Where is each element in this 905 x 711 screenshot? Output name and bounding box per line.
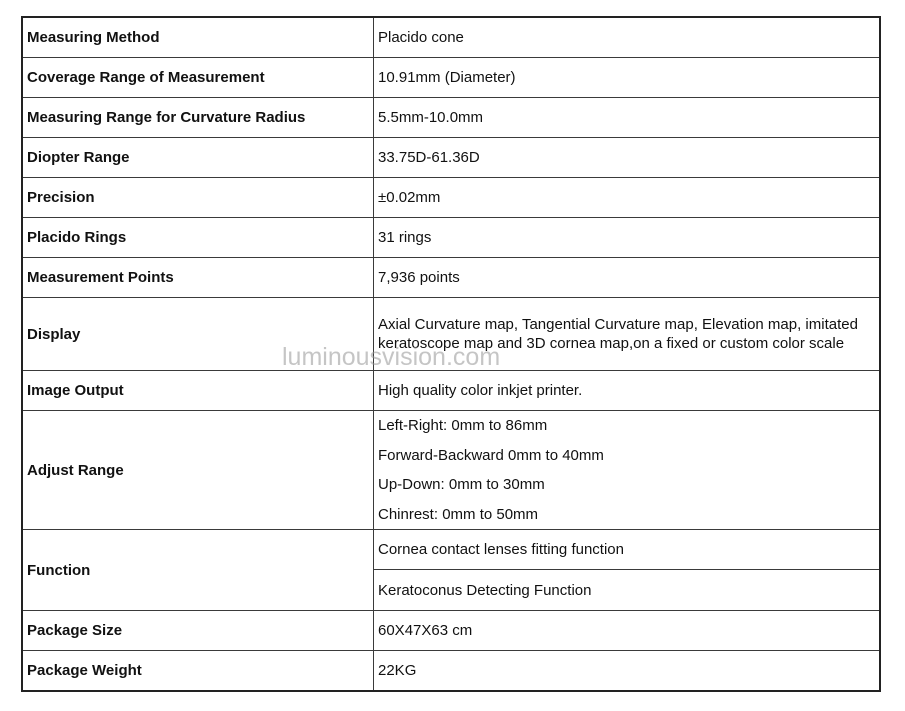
row-label: Measuring Range for Curvature Radius	[22, 98, 374, 138]
row-label: Measuring Method	[22, 17, 374, 58]
row-value-list	[374, 411, 881, 530]
table-row	[22, 17, 880, 58]
table-row	[22, 411, 880, 530]
row-value: 31 rings	[374, 218, 881, 258]
row-value: 22KG	[374, 651, 881, 692]
row-label: Adjust Range	[22, 411, 374, 530]
row-value: 33.75D-61.36D	[374, 138, 881, 178]
row-value: ±0.02mm	[374, 178, 881, 218]
adjust-range-item: Left-Right: 0mm to 86mm	[378, 417, 548, 434]
table-row	[22, 58, 880, 98]
row-label: Precision	[22, 178, 374, 218]
row-label: Package Size	[22, 611, 374, 651]
adjust-range-item: Up-Down: 0mm to 30mm	[378, 476, 545, 493]
table-row	[22, 530, 880, 570]
adjust-range-item: Forward-Backward 0mm to 40mm	[378, 446, 604, 464]
row-label: Coverage Range of Measurement	[22, 58, 374, 98]
table-row	[22, 651, 880, 692]
row-label: Function	[22, 530, 374, 611]
row-label: Placido Rings	[22, 218, 374, 258]
row-value: Placido cone	[374, 17, 881, 58]
table-row	[22, 298, 880, 371]
row-value: Cornea contact lenses fitting function	[374, 530, 881, 570]
specification-table	[21, 16, 881, 692]
row-value: High quality color inkjet printer.	[374, 371, 881, 411]
row-label: Measurement Points	[22, 258, 374, 298]
row-label: Diopter Range	[22, 138, 374, 178]
table-row	[22, 218, 880, 258]
row-label: Image Output	[22, 371, 374, 411]
row-value: 60X47X63 cm	[374, 611, 881, 651]
watermark-text: luminousvision.com	[282, 343, 501, 371]
adjust-range-item: Chinrest: 0mm to 50mm	[378, 505, 539, 523]
table-row	[22, 178, 880, 218]
row-label: Package Weight	[22, 651, 374, 692]
row-value: Keratoconus Detecting Function	[374, 570, 881, 611]
table-row	[22, 138, 880, 178]
row-value: 5.5mm-10.0mm	[374, 98, 881, 138]
table-row	[22, 258, 880, 298]
table-row	[22, 611, 880, 651]
row-value: 7,936 points	[374, 258, 881, 298]
table-row	[22, 98, 880, 138]
table-row	[22, 371, 880, 411]
row-label: Display	[22, 298, 374, 371]
row-value: 10.91mm (Diameter)	[374, 58, 881, 98]
row-value: Axial Curvature map, Tangential Curvature map, Elevation map, imitated keratoscope map and 3D cornea map,on a fixed or custom color scale	[374, 298, 881, 371]
